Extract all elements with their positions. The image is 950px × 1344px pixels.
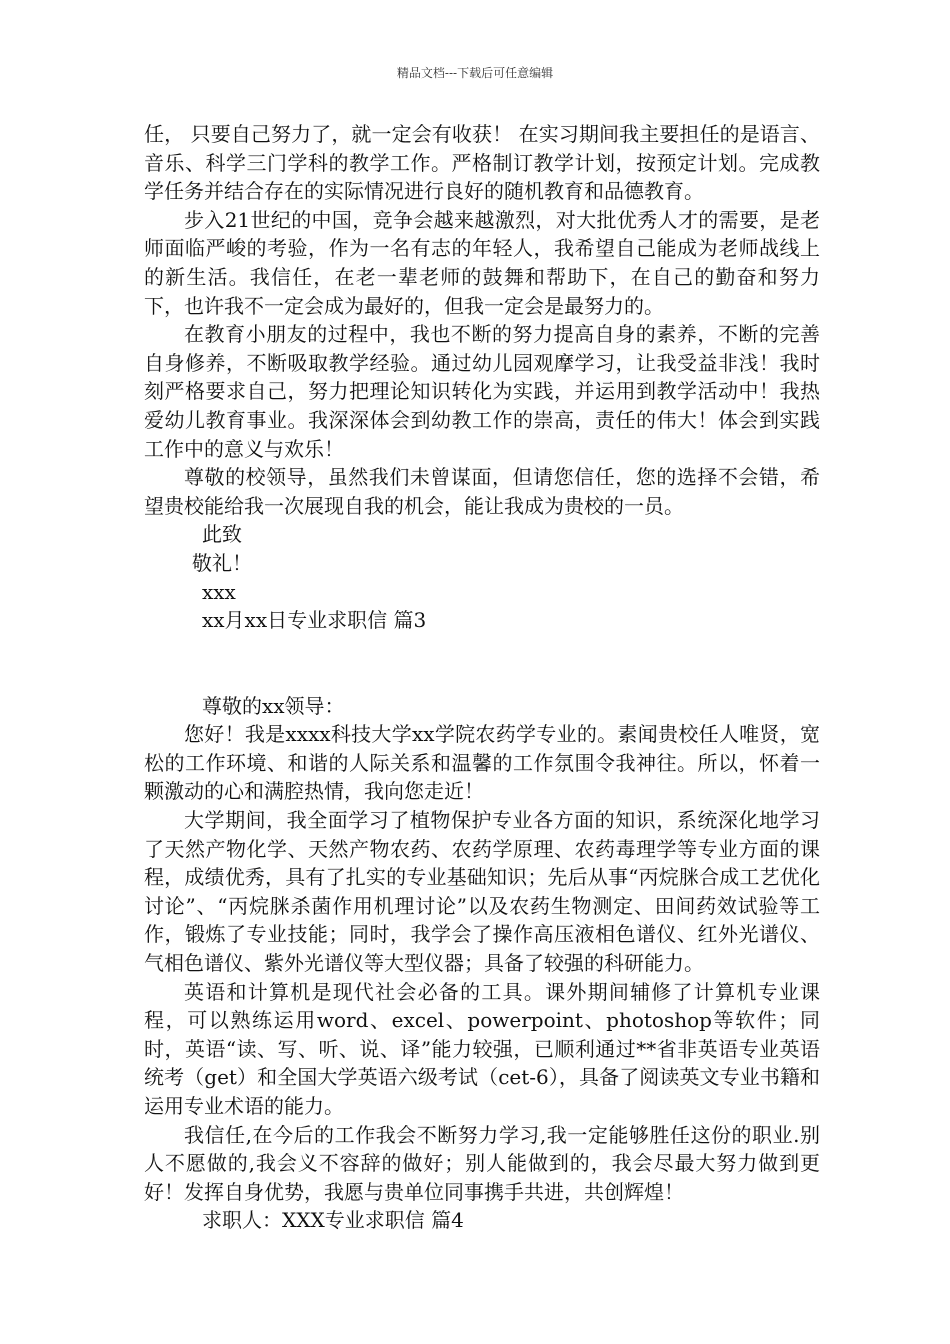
signoff-and-section-title: 求职人：XXX专业求职信 篇4 (202, 1208, 464, 1233)
date-and-section-title: xx月xx日专业求职信 篇3 (202, 608, 427, 633)
closing-line: 此致 (202, 522, 242, 547)
signature: xxx (202, 579, 236, 604)
closing-salute: 敬礼！ (192, 550, 252, 575)
page-header: 精品文档---下载后可任意编辑 (396, 66, 554, 80)
greeting: 尊敬的xx领导： (202, 693, 345, 718)
section-gap (144, 635, 820, 692)
paragraph: 英语和计算机是现代社会必备的工具。课外期间辅修了计算机专业课程，可以熟练运用word、excel、powerpoint、photoshop等软件；同时，英语“读、写、听、说、译”能力较强，已顺利通过**省非英语专业英语统考（get）和全国大学英语六级考试（cet-6），具备了阅读英文专业书籍和运用专业术语的能力。 (144, 979, 820, 1118)
paragraph: 步入21世纪的中国，竞争会越来越激烈，对大批优秀人才的需要，是老师面临严峻的考验，作为一名有志的年轻人，我希望自己能成为老师战线上的新生活。我信任，在老一辈老师的鼓舞和帮助下，在自己的勤奋和努力下，也许我不一定会成为最好的，但我一定会是最努力的。 (144, 207, 820, 318)
paragraph: 尊敬的校领导，虽然我们未曾谋面，但请您信任，您的选择不会错，希望贵校能给我一次展现自我的机会，能让我成为贵校的一员。 (144, 465, 820, 518)
paragraph: 我信任,在今后的工作我会不断努力学习,我一定能够胜任这份的职业.别人不愿做的,我会义不容辞的做好；别人能做到的，我会尽最大努力做到更好！发挥自身优势，我愿与贵单位同事携手共进，共创辉煌！ (144, 1122, 820, 1204)
paragraph: 您好！我是xxxx科技大学xx学院农药学专业的。素闻贵校任人唯贤，宽松的工作环境、和谐的人际关系和温馨的工作氛围令我神往。所以，怀着一颗激动的心和满腔热情，我向您走近！ (144, 722, 820, 804)
paragraph: 任， 只要自己努力了，就一定会有收获！ 在实习期间我主要担任的是语言、音乐、科学三门学科的教学工作。严格制订教学计划，按预定计划。完成教学任务并结合存在的实际情况进行良好的随机教育和品德教育。 (144, 122, 820, 204)
paragraph: 在教育小朋友的过程中，我也不断的努力提高自身的素养，不断的完善自身修养，不断吸取教学经验。通过幼儿园观摩学习，让我受益非浅！我时刻严格要求自己，努力把理论知识转化为实践，并运用到教学活动中！我热爱幼儿教育事业。我深深体会到幼教工作的崇高，责任的伟大！体会到实践工作中的意义与欢乐！ (144, 322, 820, 461)
document-body (144, 120, 820, 1235)
paragraph: 大学期间，我全面学习了植物保护专业各方面的知识，系统深化地学习了天然产物化学、天然产物农药、农药学原理、农药毒理学等专业方面的课程，成绩优秀，具有了扎实的专业基础知识；先后从事“丙烷脒合成工艺优化讨论”、“丙烷脒杀菌作用机理讨论”以及农药生物测定、田间药效试验等工作，锻炼了专业技能；同时，我学会了操作高压液相色谱仪、红外光谱仪、气相色谱仪、紫外光谱仪等大型仪器；具备了较强的科研能力。 (144, 808, 820, 976)
